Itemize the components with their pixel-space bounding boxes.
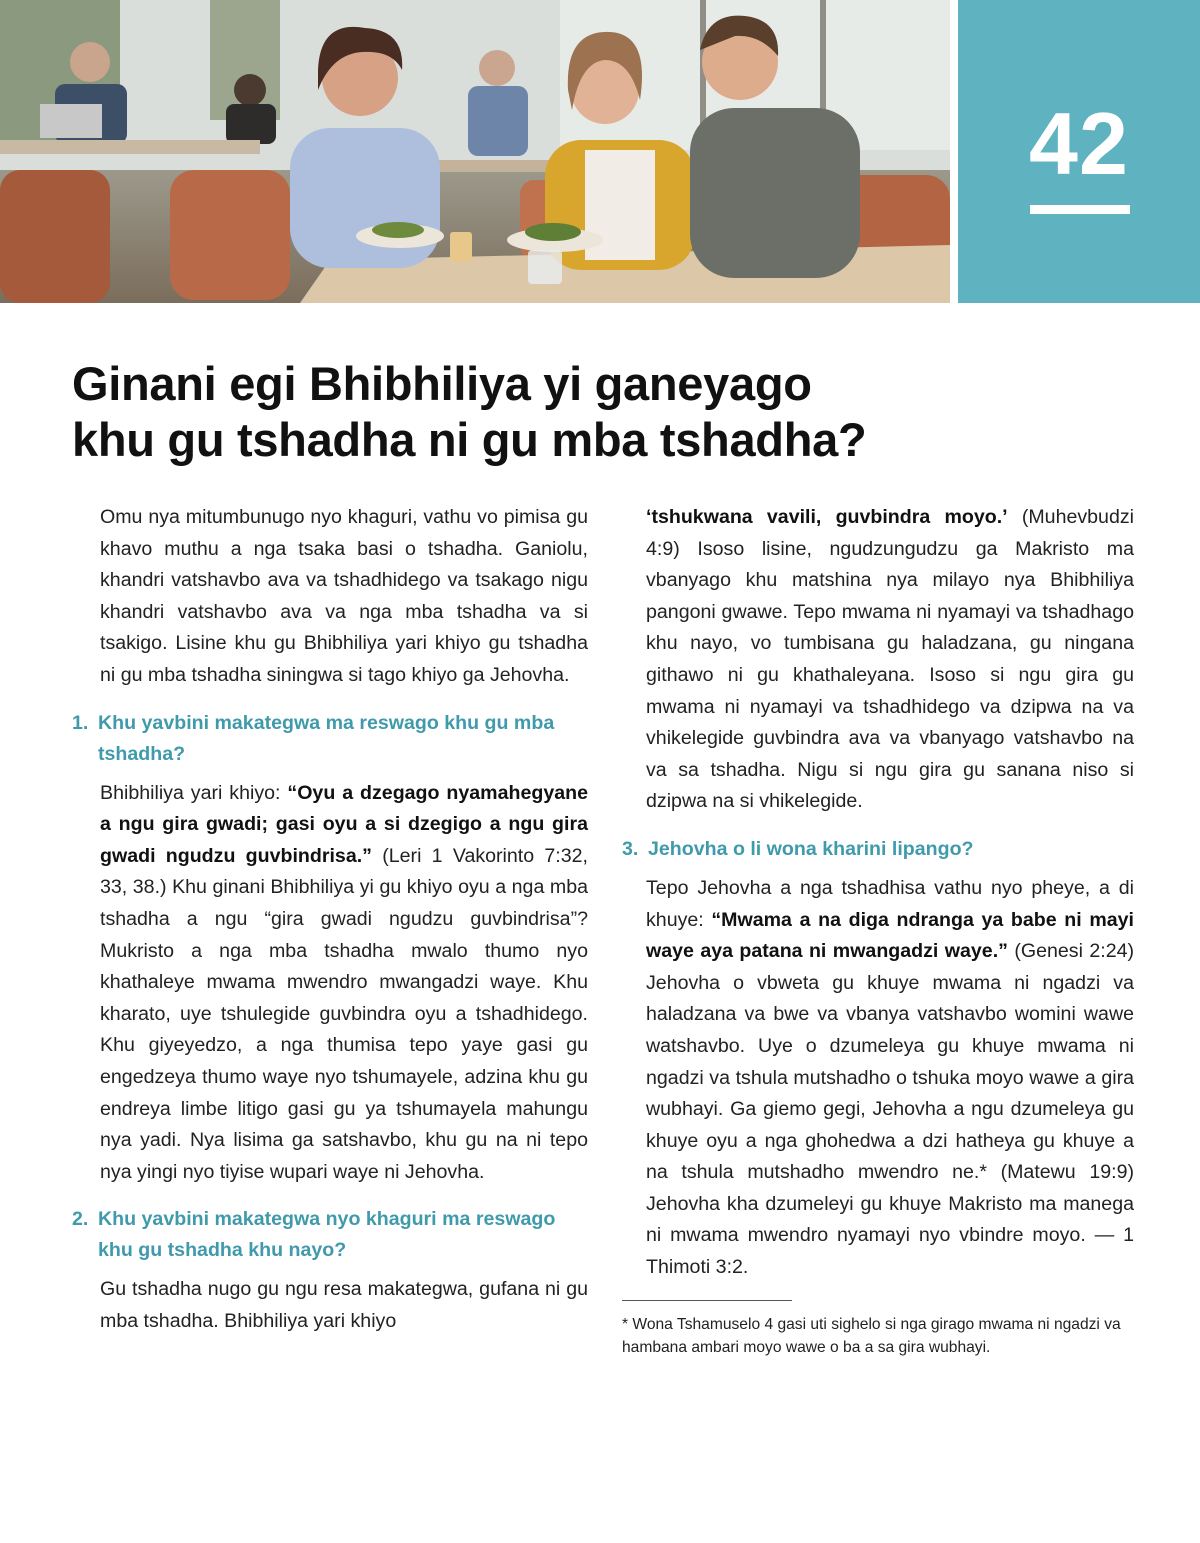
question-1-text: Khu yavbini makategwa ma reswago khu gu mba tshadha? [98,711,555,765]
answer-1-quote: “Oyu a dzegago nyamahegyane a ngu gira gwadi; gasi oyu a si dzegigo a ngu gira gwadi ngudzu guvbindrisa.” [100,781,588,867]
question-2 [72,1204,588,1266]
answer-3-pre: Tepo Jehovha a nga tshadhisa vathu nyo pheye, a di khuye: [646,876,1134,931]
answer-1-post: (Leri 1 Vakorinto 7:32, 33, 38.) Khu ginani Bhibhiliya yi gu khiyo oyu a nga mba tshadha a ngu “gira gwadi ngudzu guvbindrisa”? Mukristo a nga mba tshadha mwalo thumo nyo khathaleye mwama mwendro mwangadzi waye. Khu kharato, uye tshulegide guvbindra oyu a tshadhidego. Khu giyeyedzo, a nga thumisa tepo yaye gasi gu engedzeya thumo waye nyo tshumayele, adzina khu gu endreya limbe litigo gasi gu ya tshumayela mahungu nya yadi. Nya lisima ga satshavbo, khu gu na ni tepo nya yingi nyo tiyise wupari waye ni Jehovha. [100,844,588,1183]
answer-2-pre: Gu tshadha nugo gu ngu resa makategwa, gufana ni gu mba tshadha. Bhibhiliya yari khiyo [100,1278,588,1332]
title-line-1: Ginani egi Bhibhiliya yi ganeyago [72,357,812,410]
page-title [72,356,1132,468]
question-2-number: 2. [72,1208,89,1231]
lesson-number: 42 [1029,94,1129,193]
answer-2-part-1 [72,1274,588,1337]
answer-2-quote: ‘tshukwana vavili, guvbindra moyo.’ [646,506,1008,528]
question-1-number: 1. [72,711,89,734]
right-column [622,502,1134,1359]
question-1 [72,708,588,770]
answer-2-post: (Muhevbudzi 4:9) Isoso lisine, ngudzungudzu ga Makristo ma vbanyago khu matshina nya milayo nya Bhibhiliya pangoni gwawe. Tepo mwama ni nyamayi va tshadhago khu nayo, vo tumbisana gu haladzana, gu ningana githawo ni gu khathaleyana. Isoso si ngu gira gu mwama ni nyamayi va tshadhidego va dzipwa na va vhikelegide guvbindra ava va vbanyago vatshavbo na va sa tshadha. Nigu si ngu gira gu sanana niso si dzipwa na si vhikelegide. [646,506,1134,813]
answer-1-pre: Bhibhiliya yari khiyo: [100,781,288,804]
question-2-text: Khu yavbini makategwa nyo khaguri ma reswago khu gu tshadha khu nayo? [98,1208,556,1262]
intro-paragraph: Omu nya mitumbunugo nyo khaguri, vathu vo pimisa gu khavo muthu a nga tsaka basi o tshadha. Ganiolu, khandri vatshavbo ava va tshadhidego va tsakago nigu khandri vatshavbo ava va nga mba tshadha va si tsakigo. Lisine khu gu Bhibhiliya yari khiyo gu tshadha ni gu mba tshadha siningwa si tago khiyo ga Jehovha. [100,506,588,686]
left-column [72,502,588,1337]
footnote-divider [622,1300,792,1301]
answer-1 [72,778,588,1189]
question-3 [622,834,1134,865]
footnote: * Wona Tshamuselo 4 gasi uti sighelo si nga girago mwama ni ngadzi va hambana ambari moyo wawe o ba a sa gira wubhayi. [622,1315,1121,1356]
question-3-text: Jehovha o li wona kharini lipango? [648,837,974,860]
answer-3-post: (Genesi 2:24) Jehovha o vbweta gu khuye mwama ni ngadzi va haladzana va bwe va vbanya vatshavbo womini wawe watshavbo. Uye o dzumeleya gu khuye mwama ni ngadzi va tshula mutshadho o tshuka moyo wawe a gira wubhayi. Ga giemo gegi, Jehovha a ngu dzumeleya gu khuye oyu a nga ghohedwa a dzi hatheya gu khuye a na tshula mutshadho mwendro ne.* (Matewu 19:9) Jehovha kha dzumeleyi gu khuye Makristo ma manega ni mwama mwendro nyamayi nyo vbindre moyo. — 1 Thimoti 3:2. [646,940,1135,1279]
answer-2-part-2 [622,502,1134,818]
title-line-2: khu gu tshadha ni gu mba tshadha? [72,413,867,466]
answer-3 [622,873,1134,1284]
cafe-scene-illustration [0,0,950,303]
header-photo [0,0,950,303]
lesson-number-underline [1030,205,1130,214]
lesson-number-panel [958,0,1200,303]
answer-3-quote: “Mwama a na diga ndranga ya babe ni mayi waye aya patana ni mwangadzi waye.” [646,908,1134,963]
question-3-number: 3. [622,837,639,860]
